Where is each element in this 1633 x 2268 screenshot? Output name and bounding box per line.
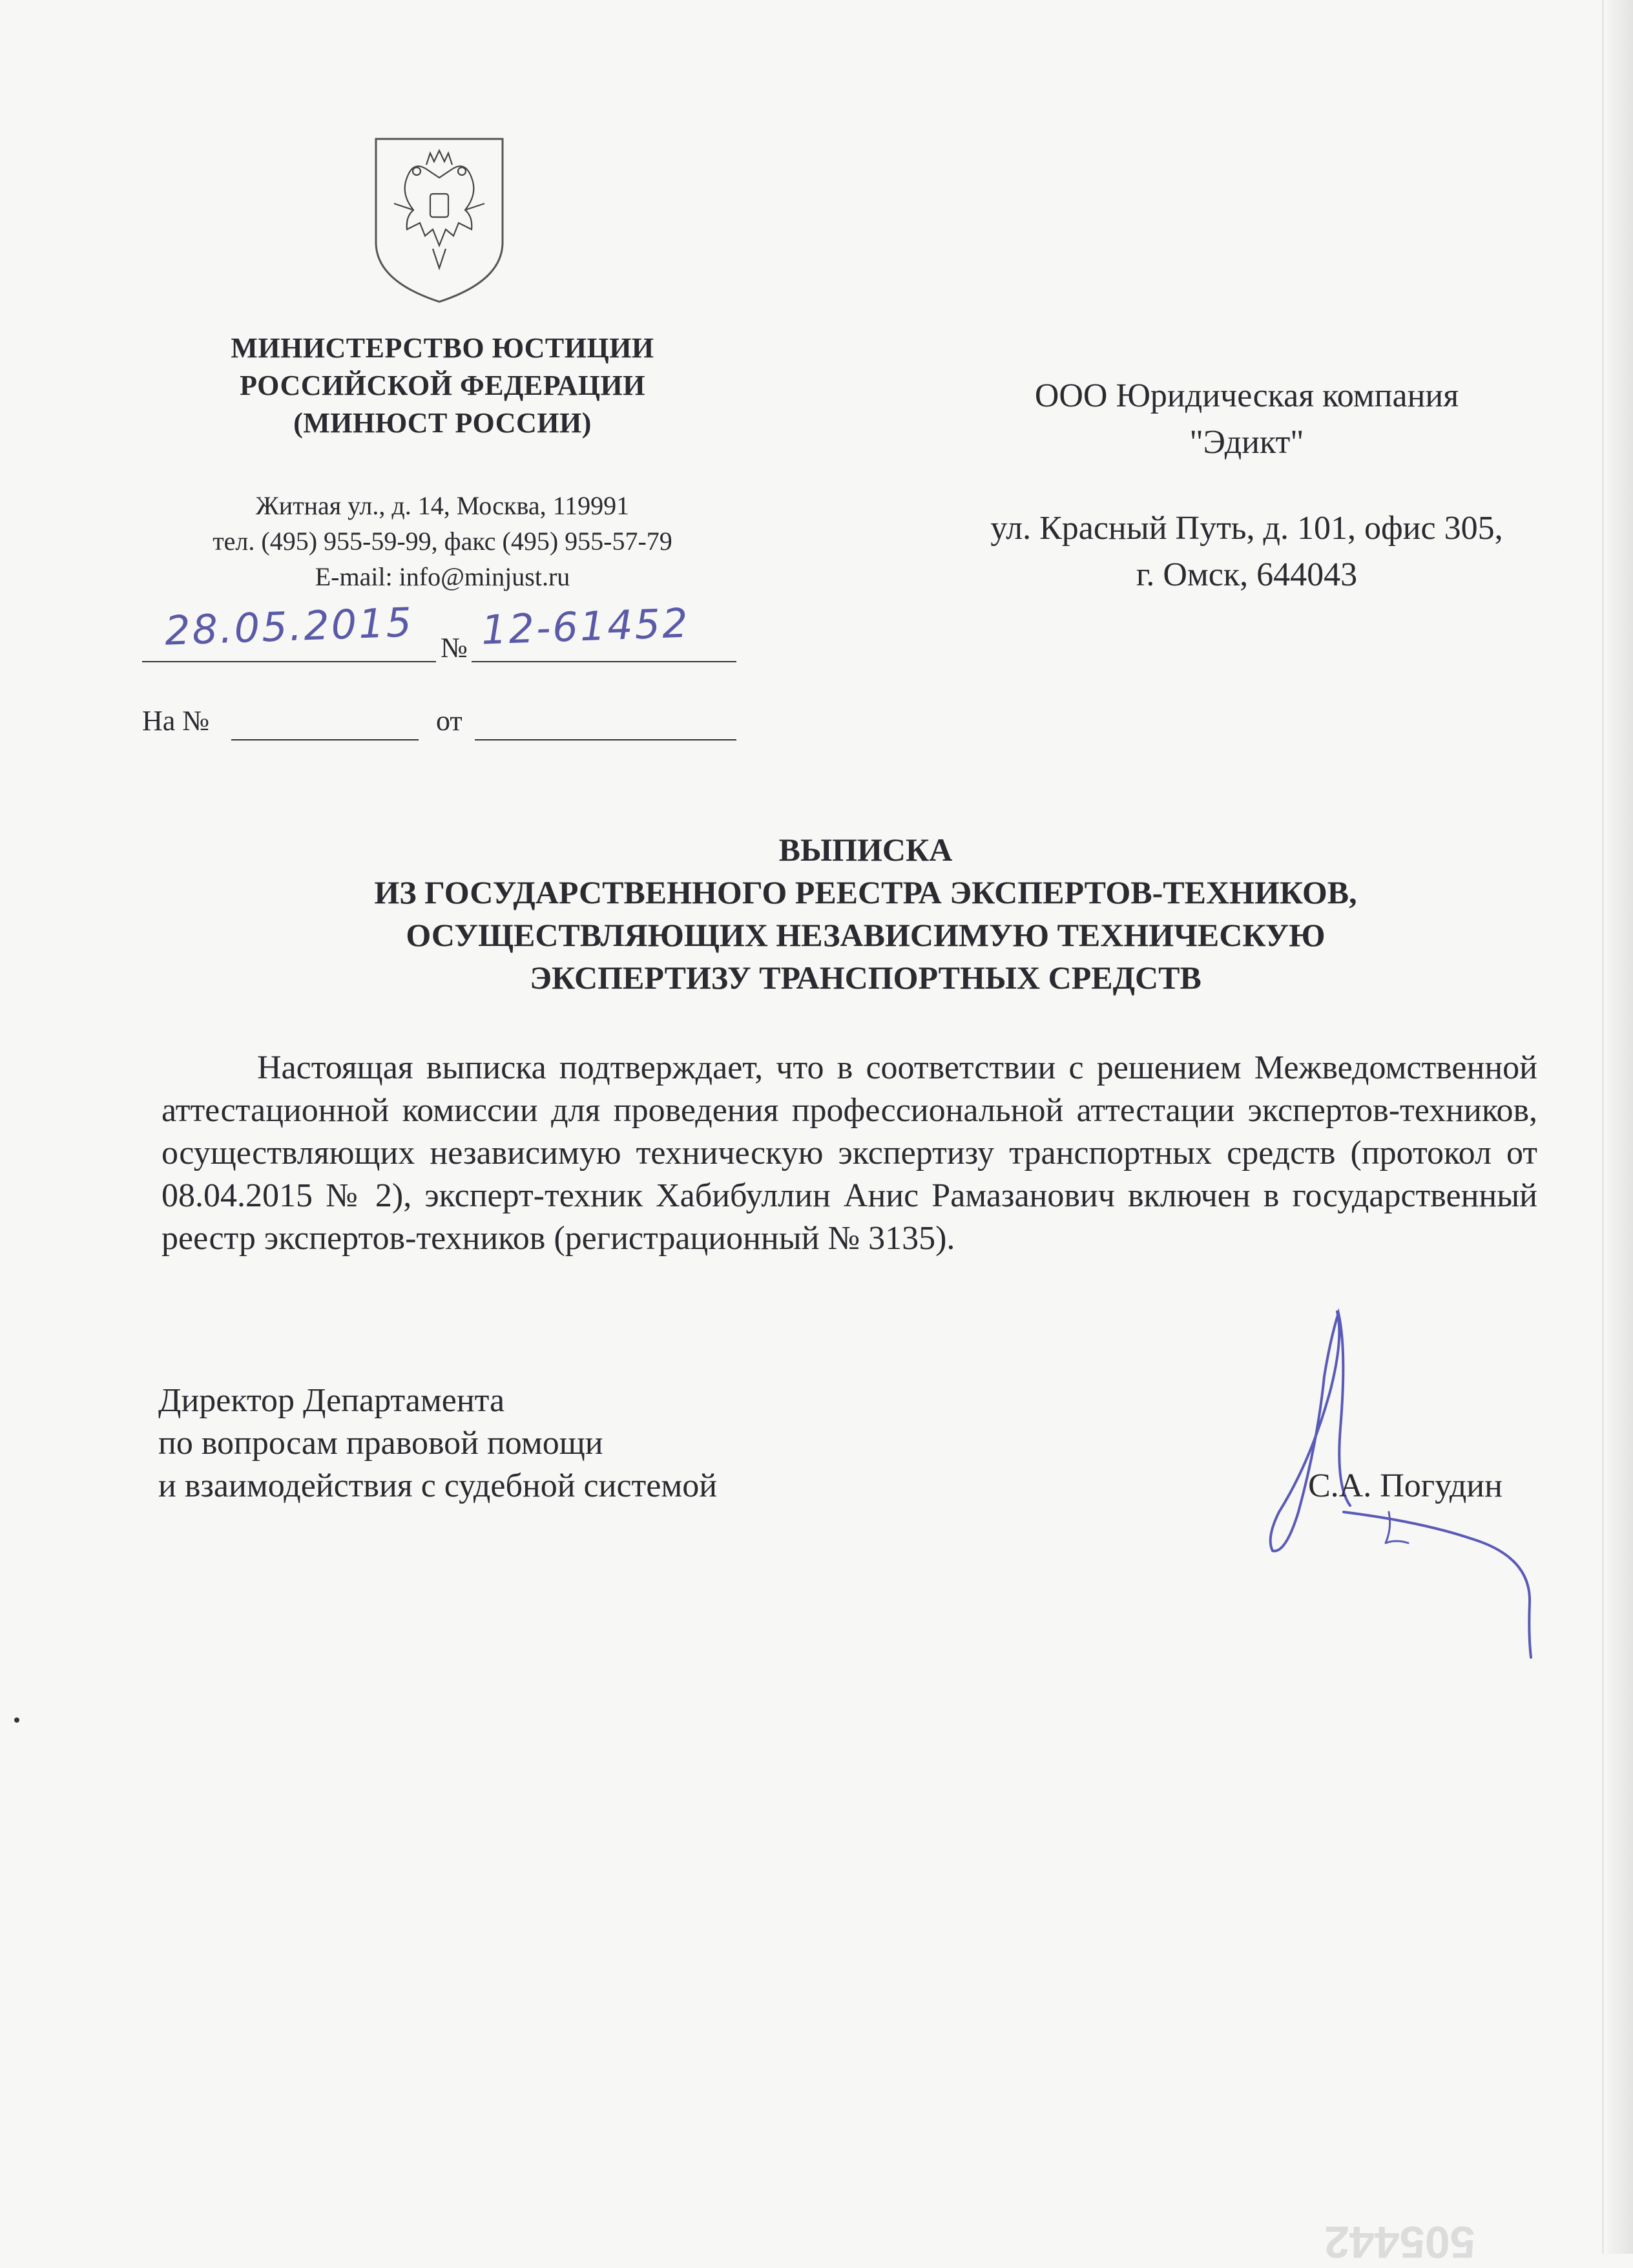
number-label: № (441, 632, 468, 664)
document-title (129, 828, 1602, 999)
recipient-address (891, 505, 1602, 598)
recipient-address-line: ул. Красный Путь, д. 101, офис 305, (990, 510, 1503, 547)
title-line: ВЫПИСКА (778, 832, 953, 868)
page-edge-shadow (1607, 0, 1633, 2254)
signatory-position (158, 1380, 998, 1507)
page-edge-line (1602, 0, 1604, 2254)
body-paragraph: Настоящая выписка подтверждает, что в соответствии с решением Межведомственной аттестационной комиссии для проведения профессиональной аттестации экспертов-техников, осуществляющих независимую техническую экспертизу транспортных средств (протокол от 08.04.2015 № 2), эксперт-техник Хабибуллин Анис Рамазанович включен в государственный реестр экспертов-техников (регистрационный № 3135). (161, 1049, 1537, 1257)
stray-mark (14, 1717, 19, 1723)
title-line: ОСУЩЕСТВЛЯЮЩИХ НЕЗАВИСИМУЮ ТЕХНИЧЕСКУЮ (406, 917, 1326, 953)
bleed-through-number: 505442 (1324, 2217, 1475, 2267)
registration-line (142, 585, 736, 669)
position-line: и взаимодействия с судебной системой (158, 1467, 718, 1504)
ministry-phone-line: тел. (495) 955-59-99, факс (495) 955-57-79 (213, 527, 672, 556)
reply-reference-line (142, 704, 736, 743)
reply-date-underline (475, 739, 736, 740)
position-line: по вопросам правовой помощи (158, 1425, 603, 1462)
ministry-email-line: E-mail: info@minjust.ru (315, 562, 570, 591)
title-line: ЭКСПЕРТИЗУ ТРАНСПОРТНЫХ СРЕДСТВ (530, 960, 1201, 996)
recipient-name-line: ООО Юридическая компания (1034, 377, 1459, 414)
reply-number-underline (231, 739, 419, 740)
ministry-name (129, 330, 756, 442)
coat-of-arms-icon (368, 132, 510, 307)
position-line: Директор Департамента (158, 1382, 505, 1419)
recipient-address-line: г. Омск, 644043 (1136, 556, 1358, 593)
title-line: ИЗ ГОСУДАРСТВЕННОГО РЕЕСТРА ЭКСПЕРТОВ-ТЕХНИКОВ, (374, 874, 1357, 910)
recipient-name (891, 373, 1602, 466)
ministry-name-line: МИНИСТЕРСТВО ЮСТИЦИИ (231, 332, 654, 364)
signer-name: С.А. Погудин (1308, 1467, 1503, 1504)
ministry-name-line: РОССИЙСКОЙ ФЕДЕРАЦИИ (240, 370, 645, 401)
ministry-name-line: (МИНЮСТ РОССИИ) (293, 407, 592, 439)
handwritten-date: 28.05.2015 (163, 598, 415, 655)
reply-number-label: На № (142, 705, 210, 737)
handwritten-number: 12-61452 (480, 599, 691, 654)
date-underline (142, 661, 436, 662)
ministry-address (129, 488, 756, 594)
number-underline (472, 661, 736, 662)
reply-from-label: от (436, 705, 463, 737)
ministry-address-line: Житная ул., д. 14, Москва, 119991 (255, 491, 630, 520)
recipient-name-line: "Эдикт" (1189, 424, 1304, 461)
